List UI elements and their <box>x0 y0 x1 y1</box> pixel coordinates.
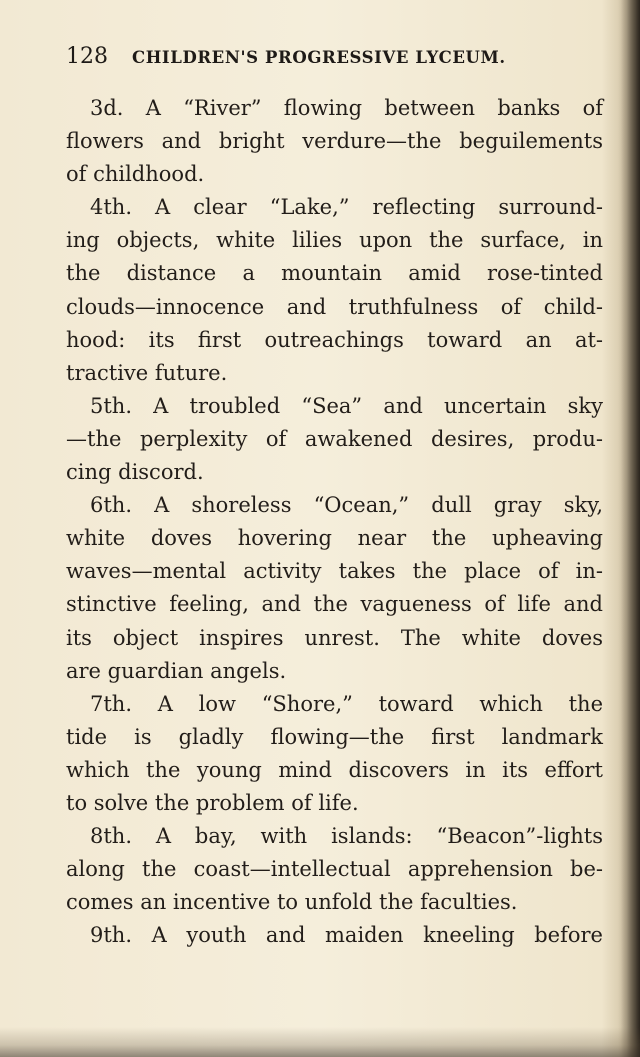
text-line: of childhood. <box>66 162 205 187</box>
text-line: white doves hovering near the upheaving <box>66 526 603 551</box>
text-line: flowers and bright verdure—the beguilements <box>66 129 603 154</box>
text-line: to solve the problem of life. <box>66 790 359 815</box>
text-line: along the coast—intellectual apprehension be- <box>66 857 603 882</box>
text-line: comes an incentive to unfold the faculties. <box>66 890 518 915</box>
paragraph-5th <box>66 390 603 489</box>
text-line: 8th. A bay, with islands: “Beacon”-lights <box>90 824 603 849</box>
text-line: tide is gladly flowing—the first landmark <box>66 724 603 749</box>
page-header <box>66 44 606 69</box>
text-line: which the young mind discovers in its effort <box>66 757 603 782</box>
text-line: 7th. A low “Shore,” toward which the <box>90 691 603 716</box>
page-bottom-shadow <box>0 1027 640 1057</box>
paragraph-9th <box>66 919 603 952</box>
paragraph-4th <box>66 191 603 390</box>
text-line: ing objects, white lilies upon the surface, in <box>66 228 603 253</box>
text-line: clouds—innocence and truthfulness of child- <box>66 294 603 319</box>
page-edge-shadow <box>618 0 640 1057</box>
text-line: cing discord. <box>66 460 204 485</box>
text-line: 9th. A youth and maiden kneeling before <box>90 923 603 948</box>
page-number: 128 <box>66 44 108 69</box>
paragraph-6th <box>66 489 603 688</box>
text-line: are guardian angels. <box>66 658 287 683</box>
text-line: —the perplexity of awakened desires, produ- <box>66 426 603 451</box>
paragraph-3d <box>66 92 603 191</box>
body-text <box>66 92 603 952</box>
text-line: hood: its first outreachings toward an at- <box>66 327 603 352</box>
paragraph-8th <box>66 820 603 919</box>
text-line: 4th. A clear “Lake,” reflecting surround- <box>90 195 603 220</box>
text-line: its object inspires unrest. The white doves <box>66 625 603 650</box>
text-line: tractive future. <box>66 360 228 385</box>
text-line: 5th. A troubled “Sea” and uncertain sky <box>90 393 603 418</box>
running-head: CHILDREN'S PROGRESSIVE LYCEUM. <box>132 48 506 67</box>
text-line: 6th. A shoreless “Ocean,” dull gray sky, <box>90 493 603 518</box>
text-line: stinctive feeling, and the vagueness of life and <box>66 592 603 617</box>
text-line: 3d. A “River” flowing between banks of <box>90 96 603 120</box>
paragraph-7th <box>66 688 603 820</box>
text-line: waves—mental activity takes the place of in- <box>66 559 603 584</box>
text-line: the distance a mountain amid rose-tinted <box>66 261 603 286</box>
